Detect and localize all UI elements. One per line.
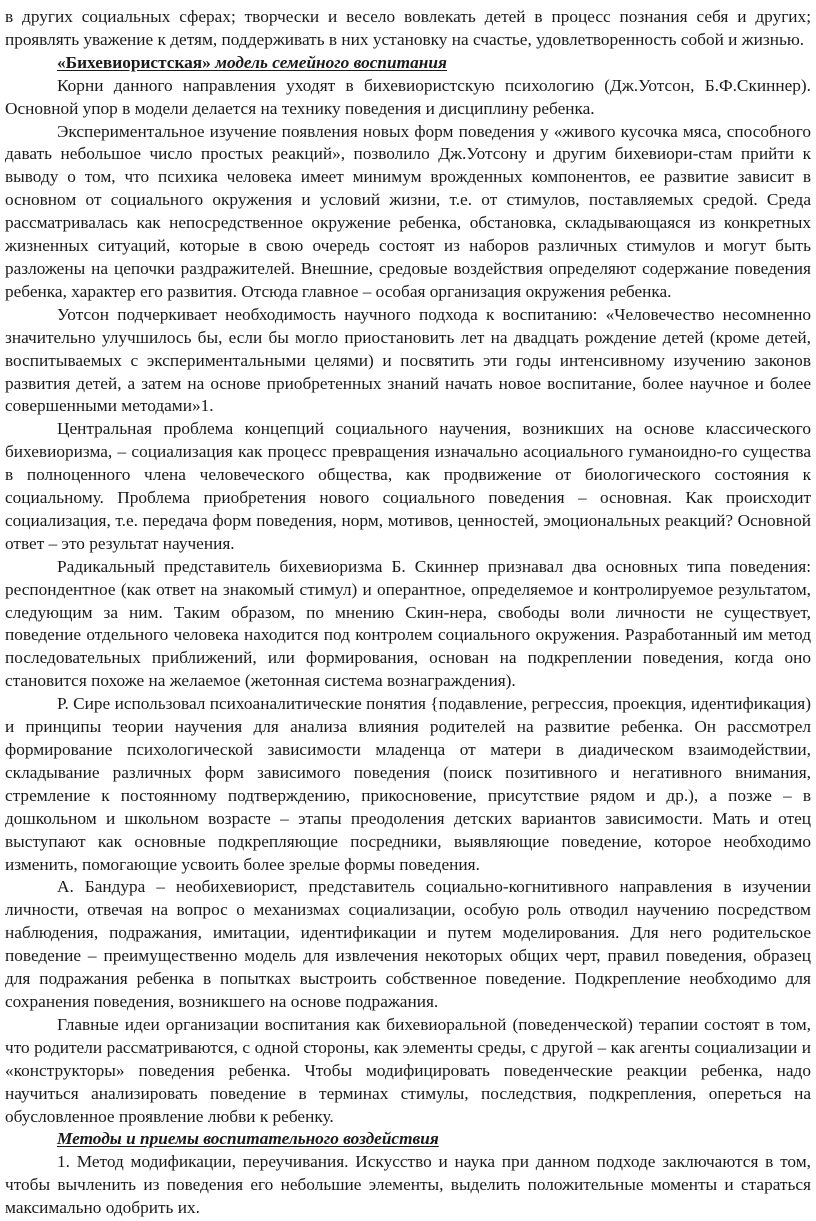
heading-quoted-term: «Бихевиористская»: [57, 52, 211, 72]
section-heading-behaviorist-model: [5, 52, 811, 75]
heading-rest: модель семейного воспитания: [210, 52, 447, 72]
paragraph-sears: Р. Сире использовал психоаналитические понятия {подавление, регрессия, проекция, идентификация) и принципы теории научения для анализа влияния родителей на развитие ребенка. Он рассмотрел формирование психологической зависимости младенца от матери в диадическом взаимодействии, складывание различных форм зависимого поведения (поиск позитивного и негативного внимания, стремление к постоянному подтверждению, прикосновение, присутствие рядом и др.), а позже – в дошкольном и школьном возрасте – этапы преодоления детских вариантов зависимости. Мать и отец выступают как основные подкрепляющие посредники, выявляющие поведение, которое необходимо изменить, помогающие усвоить более зрелые формы поведения.: [5, 694, 811, 874]
methods-heading-text: Методы и приемы воспитательного воздействия: [57, 1129, 439, 1149]
paragraph-roots: Корни данного направления уходят в бихевиористскую психологию (Дж.Уотсон, Б.Ф.Скиннер). Основной упор в модели делается на технику поведения и дисциплину ребенка.: [5, 75, 811, 118]
paragraph-watson-quote: Уотсон подчеркивает необходимость научного подхода к воспитанию: «Человечество несомненно значительно улучшилось бы, если бы могло приостановить лет на двадцать рождение детей (кроме детей, воспитываемых с экспериментальными целями) и посвятить эти годы интенсивному изучению законов развития детей, а затем на основе приобретенных знаний начать новое воспитание, более научное и более совершенными методами»1.: [5, 304, 811, 416]
paragraph-social-learning: Центральная проблема концепций социального научения, возникших на основе классического бихевиоризма, – социализация как процесс превращения изначально асоциального гуманоидно-го существа в полноценного члена человеческого общества, как продвижение от биологического состояния к социальному. Проблема приобретения нового социального поведения – основная. Как происходит социализация, т.е. передача форм поведения, норм, мотивов, ценностей, эмоциональных реакций? Основной ответ – это результат научения.: [5, 419, 811, 553]
paragraph-main-ideas: Главные идеи организации воспитания как бихевиоральной (поведенческой) терапии состоят в том, что родители рассматриваются, с одной стороны, как элементы среды, с другой – как агенты социализации и «конструкторы» поведения ребенка. Чтобы модифицировать поведенческие реакции ребенка, надо научиться анализировать поведение в терминах стимулы, последствия, подкрепления, опереться на обусловленное проявление любви к ребенку.: [5, 1014, 811, 1126]
section-heading-methods: [5, 1128, 811, 1151]
paragraph-bandura: А. Бандура – необихевиорист, представитель социально-когнитивного направления в изучении личности, отвечая на вопрос о механизмах социализации, особую роль отводил научению посредством наблюдения, подражания, имитации, идентификации и путем моделирования. Для него родительское поведение – преимущественно модель для извлечения некоторых общих черт, правил поведения, образец для подражания ребенка в попытках выстроить собственное поведение. Подкрепление необходимо для сохранения поведения, возникшего на основе подражания.: [5, 877, 811, 1011]
paragraph-skinner: Радикальный представитель бихевиоризма Б. Скиннер признавал два основных типа поведения: респондентное (как ответ на знакомый стимул) и оперантное, определяемое и контролируемое результатом, следующим за ним. Таким образом, по мнению Скин-нера, свободы воли личности не существует, поведение отдельного человека находится под контролем социального окружения. Разработанный им метод последовательных приближений, или формирования, основан на подкреплении поведения, когда оно становится похоже на желаемое (жетонная система вознаграждения).: [5, 556, 811, 691]
paragraph-method-modification: 1. Метод модификации, переучивания. Искусство и наука при данном подходе заключаются в том, чтобы вычленить из поведения его небольшие элементы, выделить положительные моменты и стараться максимально одобрить их.: [5, 1152, 811, 1218]
paragraph-experimental-study: Экспериментальное изучение появления новых форм поведения у «живого кусочка мяса, способного давать небольшое число простых реакций», позволило Дж.Уотсону и другим бихевиори-стам прийти к выводу о том, что психика человека имеет минимум врожденных компонентов, ее развитие зависит в основном от социального окружения и условий жизни, т.е. от стимулов, поставляемых средой. Среда рассматривалась как непосредственное окружение ребенка, обстановка, складывающаяся из конкретных жизненных ситуаций, которые в свою очередь состоят из наборов различных стимулов и могут быть разложены на цепочки раздражителей. Внешние, средовые воздействия определяют содержание поведения ребенка, характер его развития. Отсюда главное – особая организация окружения ребенка.: [5, 121, 811, 301]
intro-paragraph: в других социальных сферах; творчески и весело вовлекать детей в процесс познания себя и других; проявлять уважение к детям, поддерживать в них установку на счастье, удовлетворенность собой и жизнью.: [5, 7, 811, 49]
